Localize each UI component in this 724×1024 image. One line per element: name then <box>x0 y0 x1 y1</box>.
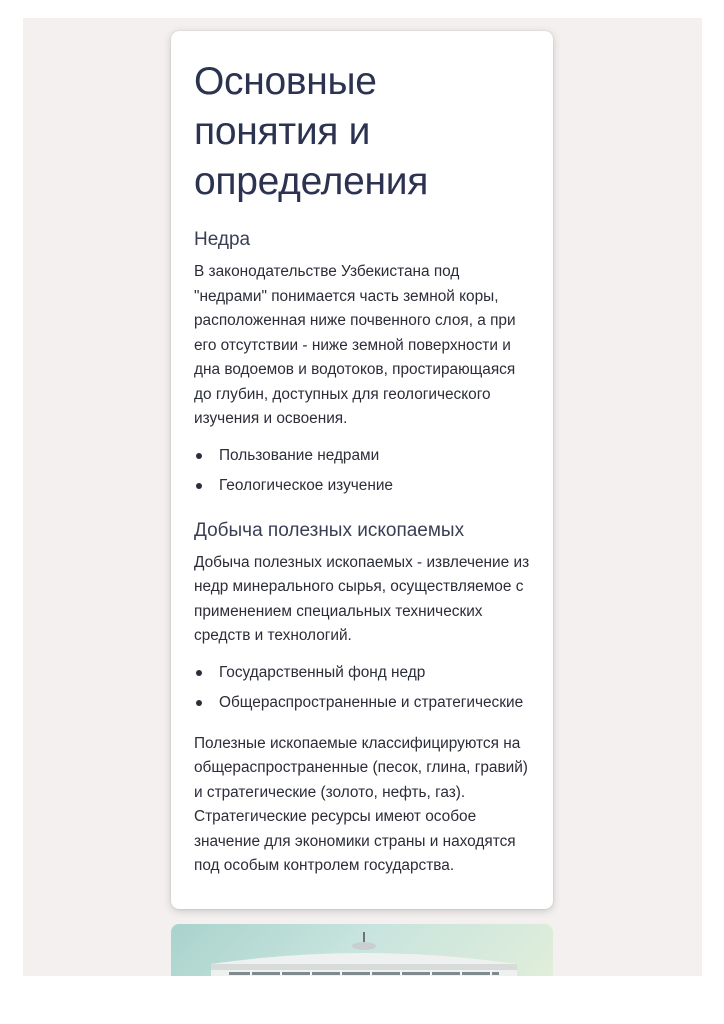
bullet-icon <box>196 483 202 489</box>
list-item <box>194 661 531 686</box>
list-item-label: Государственный фонд недр <box>219 663 426 681</box>
building-image <box>171 924 553 976</box>
bullet-icon <box>196 453 202 459</box>
section-heading-mining: Добыча полезных ископаемых <box>194 519 465 541</box>
list-item <box>194 444 531 469</box>
section-text-mining: Добыча полезных ископаемых - извлечение из недр минерального сырья, осуществляемое с применением специальных технических средств и технологий. <box>194 553 530 644</box>
list-item-label: Пользование недрами <box>219 446 380 464</box>
list-item <box>194 691 531 716</box>
section-heading-nedra: Недра <box>194 229 251 250</box>
page-background <box>23 18 702 976</box>
bullet-icon <box>196 670 202 676</box>
content-card <box>171 31 553 909</box>
list-item-label: Геологическое изучение <box>219 477 393 494</box>
section-text-nedra: В законодательстве Узбекистана под "недрами" понимается часть земной коры, расположенная ниже почвенного слоя, а при его отсутствии - ниже земной поверхности и дна водоемов и водотоков, простирающаяся до глубин, доступных для геологического изучения и освоения. <box>194 263 516 427</box>
bullet-list-nedra <box>194 444 531 499</box>
list-item <box>194 474 531 499</box>
building-illustration <box>171 924 553 976</box>
bullet-list-mining <box>194 661 531 716</box>
list-item-label: Общераспространенные и стратегические <box>219 694 524 711</box>
closing-paragraph: Полезные ископаемые классифицируются на общераспространенные (песок, глина, гравий) и стратегические (золото, нефть, газ). Стратегические ресурсы имеют особое значение для экономики страны и находятся под особым контролем государства. <box>194 734 528 874</box>
page-title: Основные понятия и определения <box>194 60 429 203</box>
bullet-icon <box>196 700 202 706</box>
